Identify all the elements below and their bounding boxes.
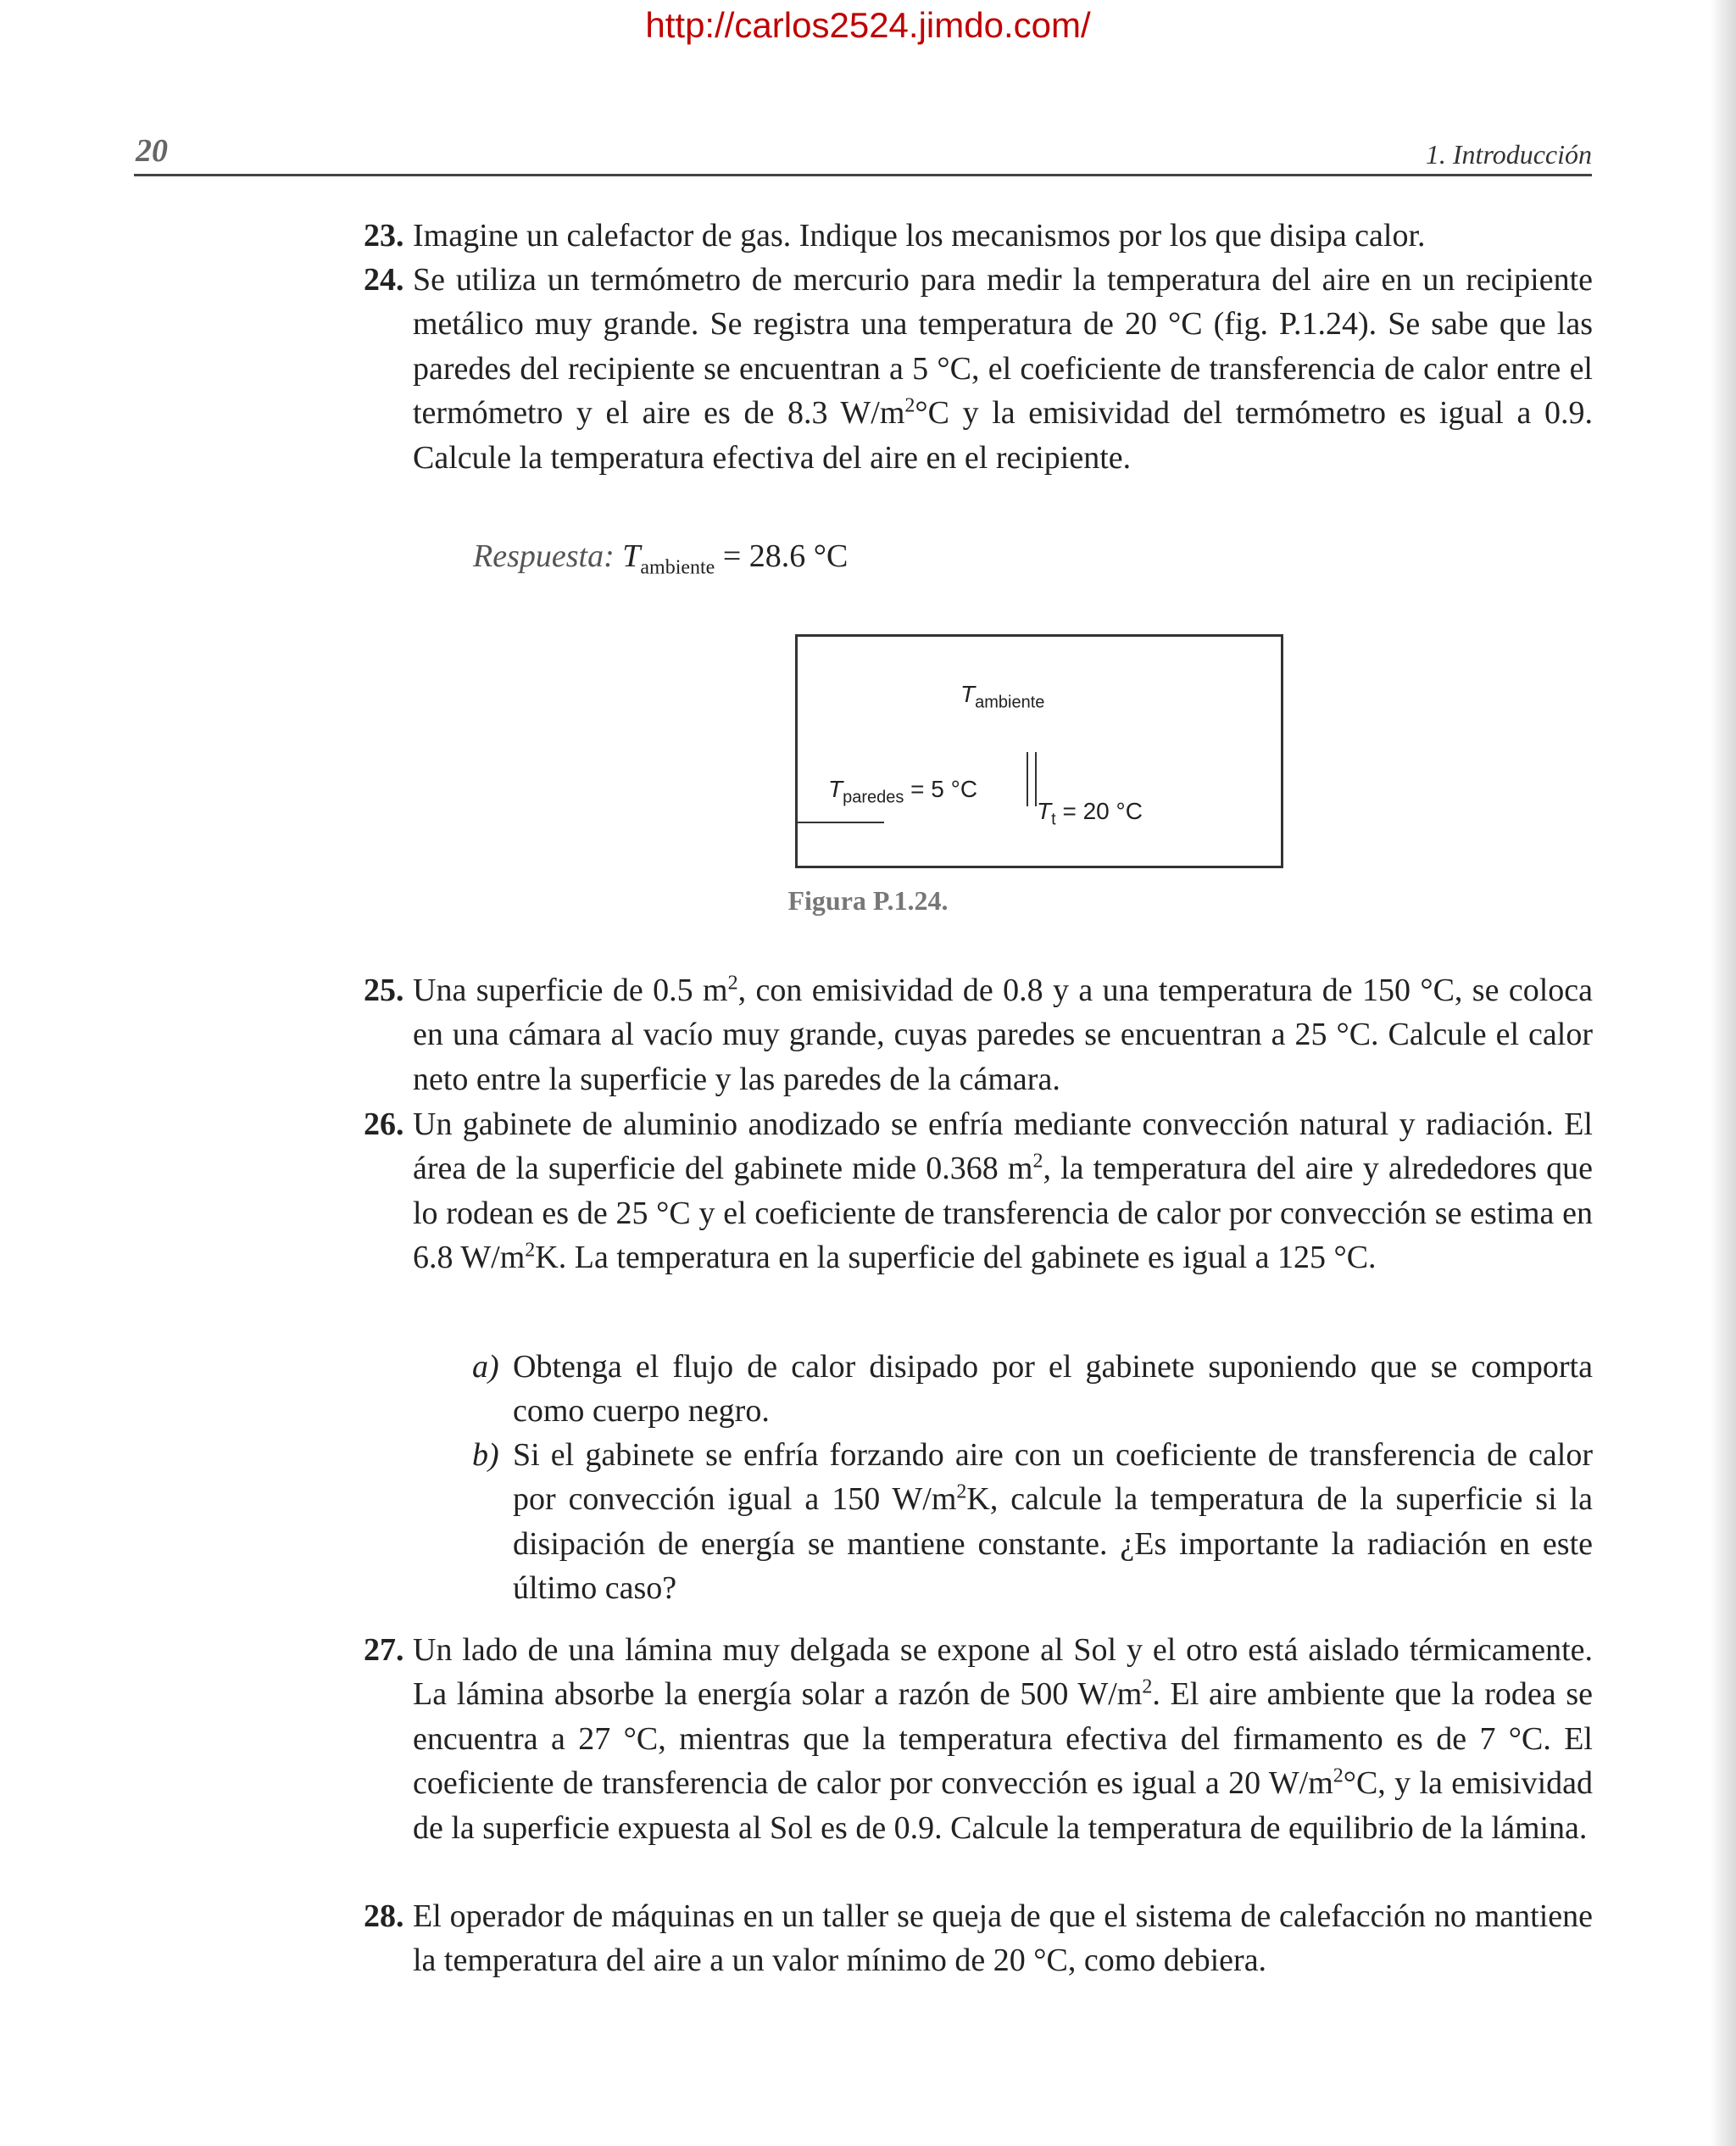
subitem-letter: a) [472, 1349, 499, 1385]
problem-text [413, 968, 1593, 1101]
subitem-letter: b) [472, 1437, 499, 1473]
superscript: 2 [727, 972, 738, 995]
problem-text [413, 1102, 1593, 1280]
text-run: Un lado de una lámina muy delgada se expone al Sol y el otro está aislado térmicamente. La lámina absorbe la energía solar a razón de 500 W/m [413, 1632, 1593, 1713]
superscript: 2 [1032, 1150, 1043, 1173]
problem-text: Imagine un calefactor de gas. Indique los mecanismos por los que disipa calor. [413, 218, 1426, 254]
superscript: 2 [525, 1239, 536, 1262]
problem-27 [364, 1628, 1594, 1850]
label-t-ambient [960, 681, 1044, 713]
text-run: Una superficie de 0.5 m [413, 973, 728, 1008]
text-run: Si el gabinete se enfría forzando aire con un coeficiente de transferencia de calor por convección igual a 150 W/m [513, 1437, 1593, 1518]
problem-text [413, 258, 1593, 480]
problem-26 [364, 1102, 1594, 1280]
text-run: K. La temperatura en la superficie del gabinete es igual a 125 °C. [535, 1240, 1377, 1276]
problem-number: 25. [364, 973, 404, 1008]
answer [473, 538, 848, 580]
problem-text: El operador de máquinas en un taller se queja de que el sistema de calefacción no mantiene la temperatura del aire a un valor mínimo de 20 °C, como debiera. [413, 1898, 1593, 1979]
problem-24 [364, 258, 1593, 480]
answer-symbol: T [622, 538, 641, 574]
subscript: t [1051, 810, 1056, 829]
subitem-text: Obtenga el flujo de calor disipado por el gabinete suponiendo que se comporta como cuerpo negro. [513, 1349, 1593, 1430]
superscript: 2 [956, 1480, 967, 1503]
superscript: 2 [904, 394, 915, 417]
value: = 5 °C [904, 776, 978, 802]
page-number: 20 [136, 133, 168, 169]
header-rule [134, 174, 1592, 176]
symbol: T [828, 776, 843, 802]
label-t-thermometer [1037, 798, 1143, 830]
running-head: 1. Introducción [1425, 139, 1592, 170]
value: = 20 °C [1055, 798, 1143, 824]
figure-p1-24 [795, 634, 1283, 868]
thermometer-icon [1027, 752, 1037, 806]
text-run: K, calcule la temperatura de la superficie si la disipación de energía se mantiene constante. ¿Es importante la radiación en este último caso? [513, 1481, 1593, 1607]
symbol: T [960, 681, 976, 707]
text-run: °C y la emisividad del termómetro es igual a 0.9. Calcule la temperatura efectiva del aire en el recipiente. [413, 395, 1593, 476]
symbol: T [1037, 798, 1052, 824]
subscript: paredes [843, 788, 904, 807]
problem-number: 23. [364, 218, 404, 254]
superscript: 2 [1333, 1764, 1344, 1787]
problem-text [413, 1628, 1593, 1850]
wall-line [798, 822, 884, 823]
text-run: , la temperatura del aire y alrededores que lo rodean es de 25 °C y el coeficiente de transferencia de calor por convección se estima en 6.8 W/m [413, 1151, 1594, 1276]
problem-28 [364, 1894, 1593, 1983]
text-run: °C, y la emisividad de la superficie expuesta al Sol es de 0.9. Calcule la temperatura de equilibrio de la lámina. [413, 1765, 1594, 1846]
subscript: ambiente [975, 693, 1045, 712]
problem-number: 26. [364, 1106, 404, 1142]
label-t-walls [828, 776, 977, 808]
page-edge-shadow [1711, 0, 1736, 2146]
answer-subscript: ambiente [640, 556, 715, 579]
problem-number: 28. [364, 1898, 404, 1934]
subitem-b [472, 1433, 1593, 1611]
text-run: , con emisividad de 0.8 y a una temperatura de 150 °C, se coloca en una cámara al vacío muy grande, cuyas paredes se encuentran a 25 °C. Calcule el calor neto entre la superficie y las paredes de la cámara. [413, 973, 1593, 1097]
text-run: Se utiliza un termómetro de mercurio para medir la temperatura del aire en un recipiente metálico muy grande. Se registra una temperatura de 20 °C (fig. P.1.24). Se sabe que las paredes del recipiente se encuentran a 5 °C, el coeficiente de transferencia de calor entre el termómetro y el aire es de 8.3 W/m [413, 262, 1593, 432]
answer-value: = 28.6 °C [722, 538, 849, 574]
problem-number: 24. [364, 262, 404, 298]
figure-caption: Figura P.1.24. [787, 885, 949, 916]
subitem-a [472, 1345, 1593, 1434]
subitem-text [472, 1433, 1593, 1611]
problem-25 [364, 968, 1593, 1101]
answer-label: Respuesta: [473, 538, 615, 574]
text-run: Un gabinete de aluminio anodizado se enfría mediante convección natural y radiación. El área de la superficie del gabinete mide 0.368 m [413, 1106, 1593, 1187]
source-url[interactable]: http://carlos2524.jimdo.com/ [645, 5, 1091, 45]
problem-23 [364, 214, 1593, 258]
superscript: 2 [1142, 1675, 1153, 1698]
problem-number: 27. [364, 1632, 404, 1668]
text-run: . El aire ambiente que la rodea se encuentra a 27 °C, mientras que la temperatura efectiva del firmamento es de 7 °C. El coeficiente de transferencia de calor por convección es igual a 20 W/m [413, 1676, 1593, 1802]
